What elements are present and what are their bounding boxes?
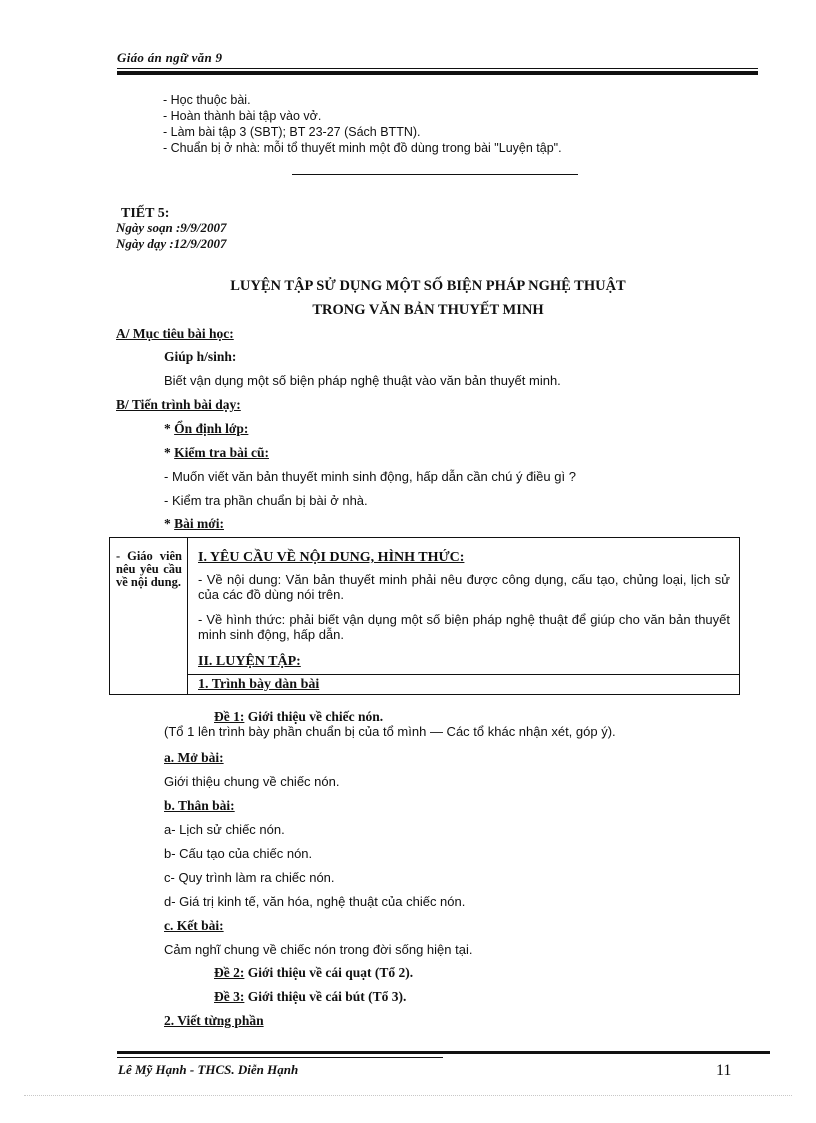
viet-tung-phan: 2. Viết từng phần <box>164 1013 264 1028</box>
kiem-tra-bai-cu <box>164 445 269 461</box>
section-divider <box>292 174 578 175</box>
de-1-title: Giới thiệu về chiếc nón. <box>244 709 384 724</box>
teacher-note: - Giáo viên nêu yêu cầu về nội dung. <box>116 549 182 589</box>
footer-author: Lê Mỹ Hạnh - THCS. Diễn Hạnh <box>118 1062 299 1077</box>
lesson-table <box>109 537 740 695</box>
table-left-cell <box>110 538 188 694</box>
section-a-sub: Giúp h/sinh: <box>164 349 237 364</box>
footer-rule-thick <box>117 1051 770 1054</box>
than-bai-item: c- Quy trình làm ra chiếc nón. <box>164 870 335 885</box>
than-bai-heading: b. Thân bài: <box>164 798 235 813</box>
de-2-title: Giới thiệu về cái quạt (Tổ 2). <box>244 965 414 980</box>
mo-bai-text: Giới thiệu chung về chiếc nón. <box>164 774 340 789</box>
de-3-label: Đề 3: <box>214 989 245 1004</box>
than-bai-item: b- Cấu tạo của chiếc nón. <box>164 846 313 861</box>
question-1: - Muốn viết văn bản thuyết minh sinh động, hấp dẫn cần chú ý điều gì ? <box>164 469 576 484</box>
de-2-label: Đề 2: <box>214 965 245 980</box>
kiem-tra-label: Kiểm tra bài cũ: <box>174 445 269 460</box>
homework-item: - Học thuộc bài. <box>163 93 251 107</box>
bullet-star: * <box>164 516 175 531</box>
ket-bai-text: Cảm nghĩ chung về chiếc nón trong đời sống hiện tại. <box>164 942 473 957</box>
date-taught: Ngày dạy :12/9/2007 <box>116 236 227 251</box>
table-right-cell <box>188 538 739 694</box>
footer-rule-thin <box>117 1057 443 1058</box>
table-paragraph-1: - Về nội dung: Văn bản thuyết minh phải nêu được công dụng, cấu tạo, chủng loại, lịch sử của các đồ dùng nói trên. <box>198 572 730 602</box>
homework-item: - Hoàn thành bài tập vào vở. <box>163 109 322 123</box>
section-b-heading: B/ Tiến trình bài dạy: <box>116 397 241 412</box>
table-heading-1: I. YÊU CẦU VỀ NỘI DUNG, HÌNH THỨC: <box>198 550 465 565</box>
date-prepared: Ngày soạn :9/9/2007 <box>116 220 227 235</box>
de-1-note: (Tổ 1 lên trình bày phần chuẩn bị của tổ mình — Các tổ khác nhận xét, góp ý). <box>164 724 616 739</box>
de-3 <box>214 989 406 1005</box>
header-rule-thin <box>117 68 758 69</box>
table-heading-2: II. LUYỆN TẬP: <box>198 654 301 669</box>
table-heading-3: 1. Trình bày dàn bài <box>198 677 320 692</box>
ket-bai-heading: c. Kết bài: <box>164 918 224 933</box>
lesson-title-line2: TRONG VĂN BẢN THUYẾT MINH <box>312 302 544 318</box>
de-1 <box>214 709 383 725</box>
than-bai-item: a- Lịch sử chiếc nón. <box>164 822 285 837</box>
de-1-label: Đề 1: <box>214 709 245 724</box>
bai-moi <box>164 516 224 532</box>
page-edge-dotted <box>24 1095 792 1096</box>
section-a-text: Biết vận dụng một số biện pháp nghệ thuật vào văn bản thuyết minh. <box>164 373 561 388</box>
mo-bai-heading: a. Mở bài: <box>164 750 224 765</box>
than-bai-item: d- Giá trị kinh tế, văn hóa, nghệ thuật của chiếc nón. <box>164 894 466 909</box>
on-dinh-lop <box>164 421 248 437</box>
header-title: Giáo án ngữ văn 9 <box>117 50 223 65</box>
bullet-star: * <box>164 421 175 436</box>
lesson-title-line1: LUYỆN TẬP SỬ DỤNG MỘT SỐ BIỆN PHÁP NGHỆ THUẬT <box>230 278 626 294</box>
homework-item: - Làm bài tập 3 (SBT); BT 23-27 (Sách BTTN). <box>163 125 421 139</box>
de-2 <box>214 965 413 981</box>
de-3-title: Giới thiệu về cái bút (Tổ 3). <box>244 989 407 1004</box>
header-rule-thick <box>117 71 758 75</box>
page-number: 11 <box>716 1062 732 1079</box>
section-a-heading: A/ Mục tiêu bài học: <box>116 326 234 341</box>
question-2: - Kiểm tra phần chuẩn bị bài ở nhà. <box>164 493 368 508</box>
lesson-number: TIẾT 5: <box>121 206 170 221</box>
bai-moi-label: Bài mới: <box>174 516 224 531</box>
bullet-star: * <box>164 445 175 460</box>
on-dinh-label: Ổn định lớp: <box>174 421 249 436</box>
homework-item: - Chuẩn bị ở nhà: mỗi tổ thuyết minh một đồ dùng trong bài "Luyện tập". <box>163 141 562 155</box>
table-paragraph-2: - Về hình thức: phải biết vận dụng một số biện pháp nghệ thuật để giúp cho văn bản thuyết minh sinh động, hấp dẫn. <box>198 612 730 642</box>
table-divider <box>188 674 739 675</box>
